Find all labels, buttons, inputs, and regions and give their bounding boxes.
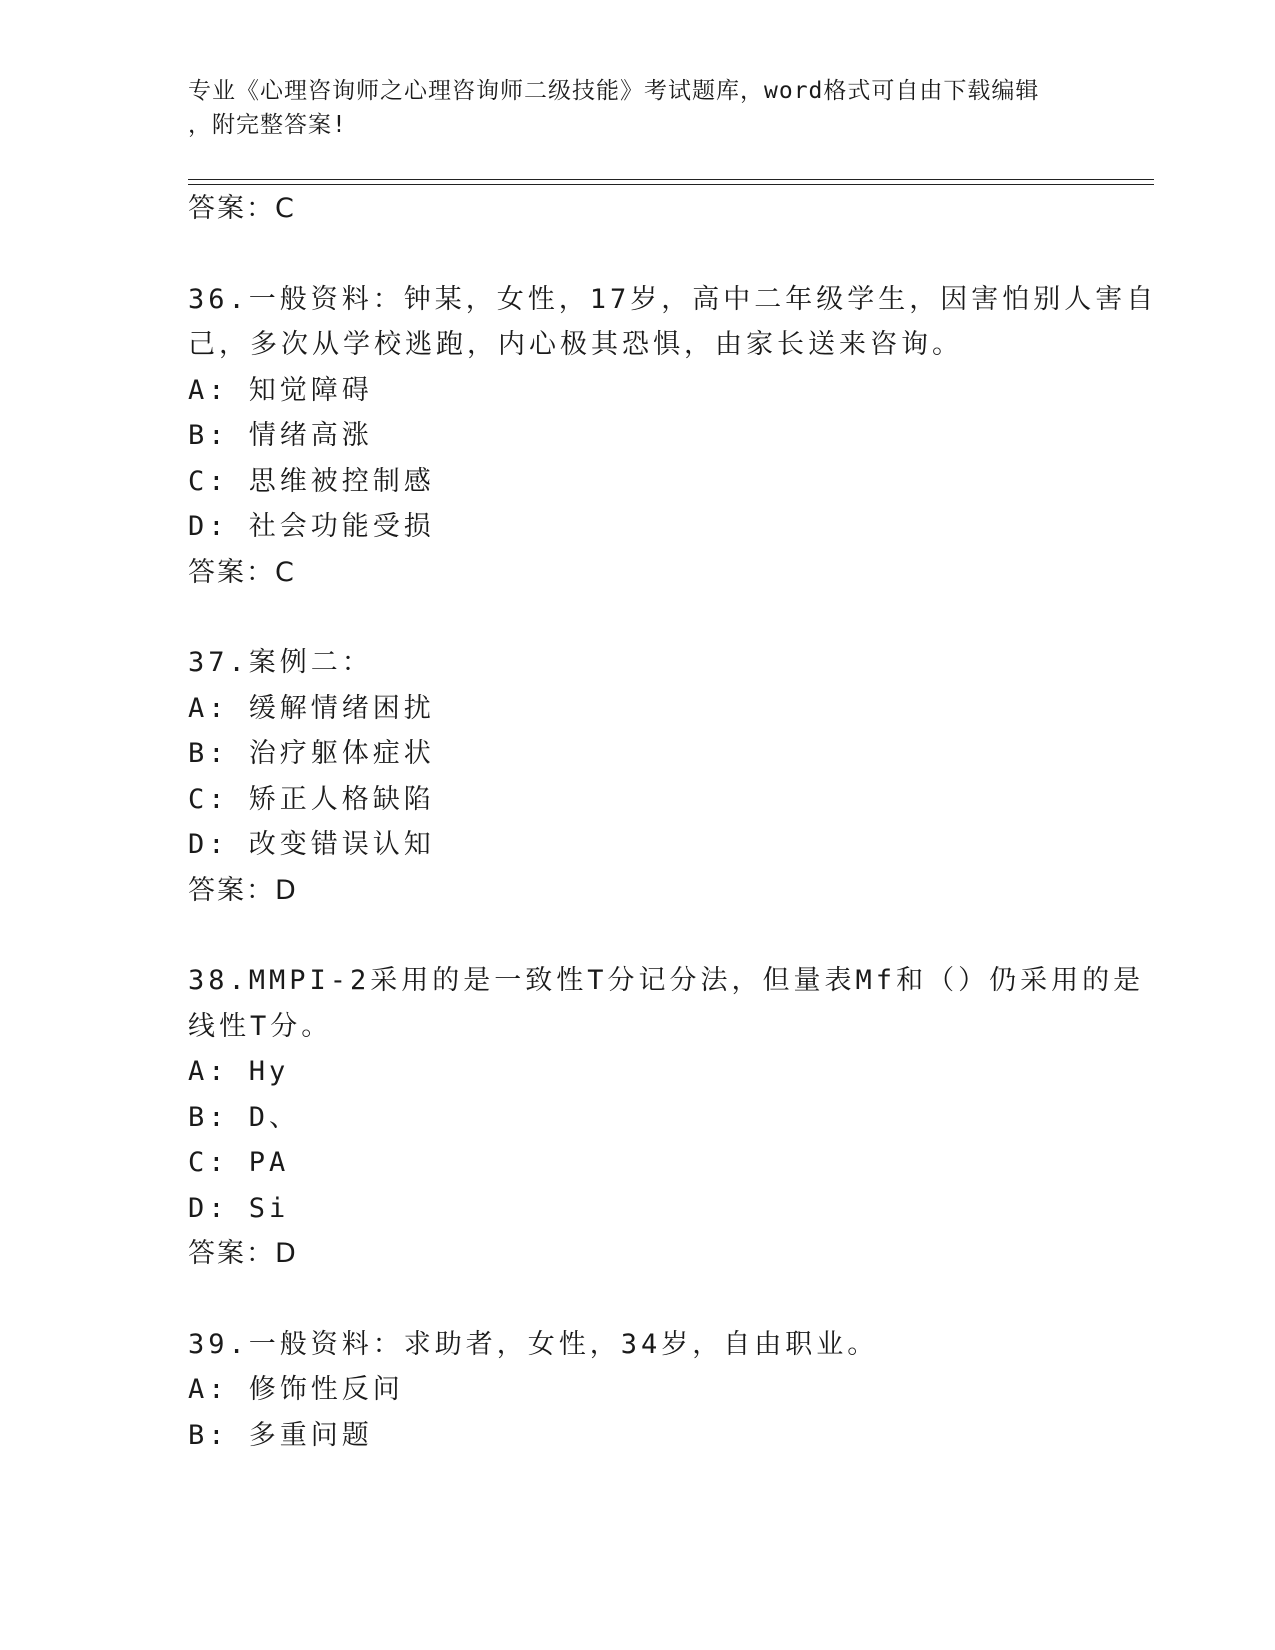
question-content [188,186,1158,1458]
option-d: D: Si [188,1192,290,1224]
question-stem-line: 己，多次从学校逃跑，内心极其恐惧，由家长送来咨询。 [188,329,963,360]
question-36 [188,277,1158,596]
answer-line: 答案：D [188,874,298,906]
question-stem-line: 37.案例二： [188,647,373,678]
answer-line: 答案：C [188,556,296,588]
option-d: D: 社会功能受损 [188,511,435,542]
option-c: C: PA [188,1147,290,1178]
header-divider-top [188,179,1154,180]
question-37 [188,640,1128,913]
option-b: B: 治疗躯体症状 [188,738,435,769]
option-b: B: 情绪高涨 [188,420,373,451]
option-b: B: 多重问题 [188,1419,373,1451]
question-38 [188,958,1145,1277]
question-stem-line: 线性T分。 [188,1010,333,1042]
spacer [188,595,1128,640]
option-a: A: Hy [188,1056,290,1087]
answer-line: 答案：C [188,193,296,224]
question-stem-line: 38.MMPI-2采用的是一致性T分记分法，但量表Mf和（）仍采用的是 [188,965,1145,996]
option-a: A: 修饰性反问 [188,1374,404,1405]
question-stem-line: 36.一般资料：钟某，女性，17岁，高中二年级学生，因害怕别人害自 [188,283,1158,315]
option-c: C: 思维被控制感 [188,465,435,497]
question-39 [188,1322,1128,1459]
question-stem-line: 39.一般资料：求助者，女性，34岁，自由职业。 [188,1328,879,1360]
option-a: A: 缓解情绪困扰 [188,692,435,724]
header-line-2: ，附完整答案! [188,112,347,138]
answer-line: 答案：D [188,1238,298,1269]
option-a: A: 知觉障碍 [188,374,373,406]
spacer [188,913,1128,958]
header-line-1: 专业《心理咨询师之心理咨询师二级技能》考试题库，word格式可自由下载编辑 [188,78,1040,104]
spacer [188,1277,1128,1322]
spacer [188,232,1128,277]
option-b: B: D、 [188,1101,301,1133]
header-note [188,74,1088,142]
option-c: C: 矫正人格缺陷 [188,783,435,815]
option-d: D: 改变错误认知 [188,829,435,860]
header-divider-bottom [188,184,1154,185]
